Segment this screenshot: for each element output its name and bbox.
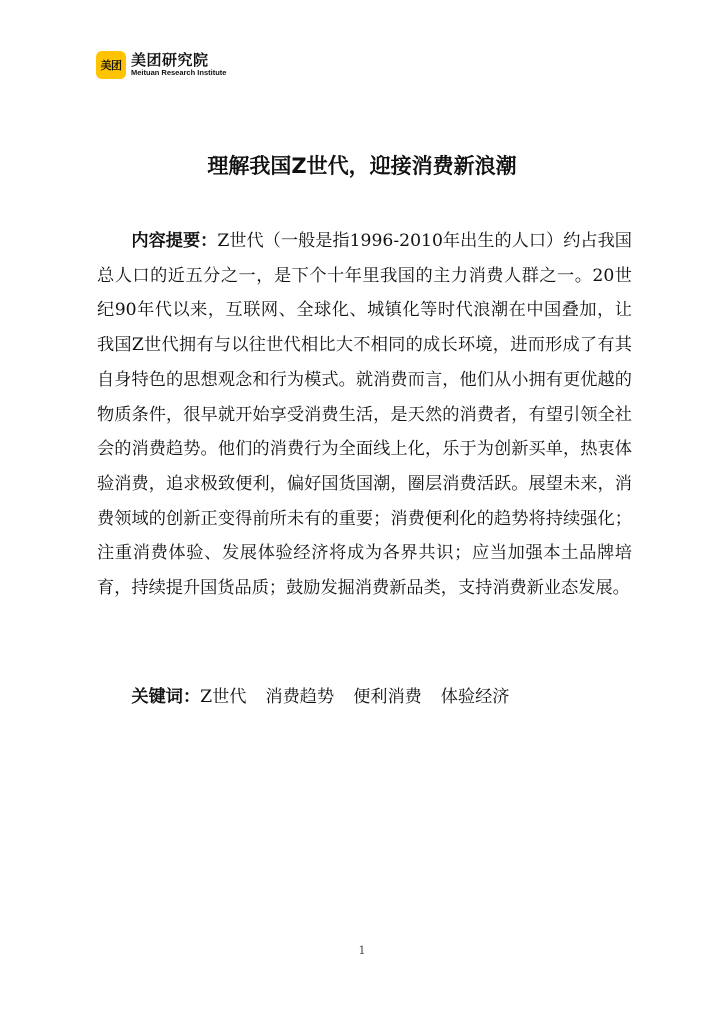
abstract-text: Z世代（一般是指1996-2010年出生的人口）约占我国总人口的近五分之一，是下个十年里我国的主力消费人群之一。20世纪90年代以来，互联网、全球化、城镇化等时代浪潮在中国叠加，让我国Z世代拥有与以往世代相比大不相同的成长环境，进而形成了有其自身特色的思想观念和行为模式。就消费而言，他们从小拥有更优越的物质条件，很早就开始享受消费生活，是天然的消费者，有望引领全社会的消费趋势。他们的消费行为全面线上化，乐于为创新买单，热衷体验消费，追求极致便利，偏好国货国潮，圈层消费活跃。展望未来，消费领域的创新正变得前所未有的重要；消费便利化的趋势将持续强化；注重消费体验、发展体验经济将成为各界共识；应当加强本土品牌培育，持续提升国货品质；鼓励发掘消费新品类，支持消费新业态发展。	[97, 231, 632, 599]
abstract-paragraph	[97, 224, 632, 606]
abstract-label: 内容提要：	[131, 231, 218, 251]
meituan-logo-mark: 美团	[96, 51, 126, 79]
keyword-item: 体验经济	[440, 687, 510, 707]
keyword-item: Z世代	[200, 687, 247, 707]
keyword-item: 便利消费	[353, 687, 422, 707]
page-number: 1	[358, 944, 366, 957]
keywords-line	[97, 680, 632, 715]
document-title: 理解我国Z世代，迎接消费新浪潮	[207, 154, 517, 178]
logo-name-en: Meituan Research Institute	[131, 68, 227, 77]
logo-text	[131, 52, 226, 78]
logo-name-cn: 美团研究院	[131, 51, 209, 69]
keyword-item: 消费趋势	[265, 687, 335, 707]
keywords-label: 关键词：	[131, 687, 201, 707]
meituan-research-logo	[96, 51, 226, 79]
